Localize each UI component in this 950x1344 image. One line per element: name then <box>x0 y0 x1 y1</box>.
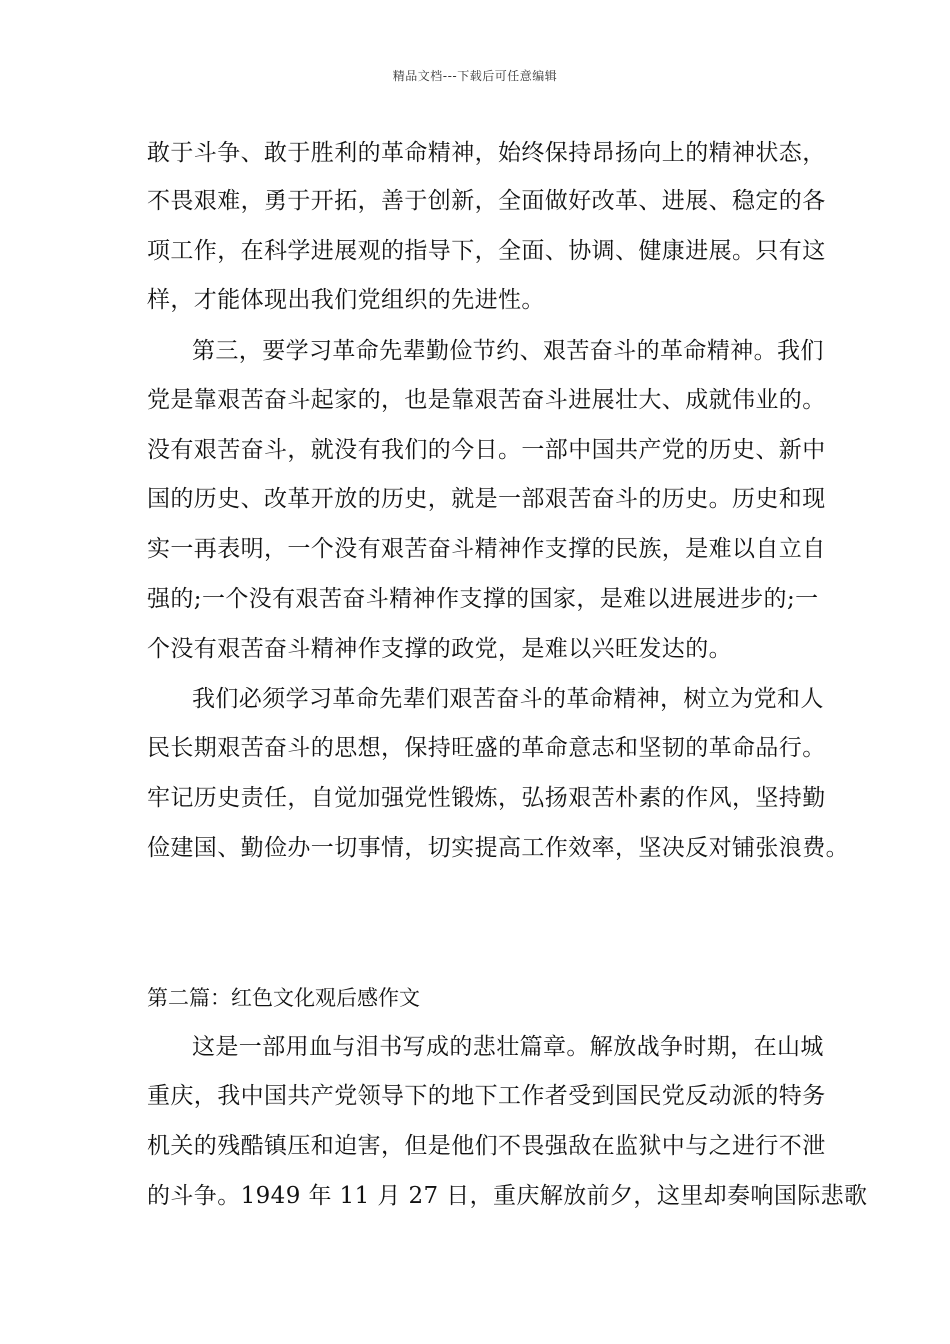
section-title: 第二篇：红色文化观后感作文 <box>147 986 420 1010</box>
paragraph-line: 的斗争。1949 年 11 月 27 日，重庆解放前夕，这里却奏响国际悲歌 <box>147 1183 868 1209</box>
paragraph-line: 强的;一个没有艰苦奋斗精神作支撑的国家，是难以进展进步的;一 <box>147 586 819 612</box>
paragraph-line: 没有艰苦奋斗，就没有我们的今日。一部中国共产党的历史、新中 <box>147 437 826 463</box>
paragraph-line: 俭建国、勤俭办一切事情，切实提高工作效率，坚决反对铺张浪费。 <box>147 835 849 861</box>
paragraph-line: 民长期艰苦奋斗的思想，保持旺盛的革命意志和坚韧的革命品行。 <box>147 735 826 761</box>
paragraph-line: 项工作，在科学进展观的指导下，全面、协调、健康进展。只有这 <box>147 238 826 264</box>
paragraph-line: 不畏艰难，勇于开拓，善于创新，全面做好改革、进展、稳定的各 <box>147 188 826 214</box>
paragraph-line: 这是一部用血与泪书写成的悲壮篇章。解放战争时期，在山城 <box>192 1034 824 1060</box>
paragraph-line: 个没有艰苦奋斗精神作支撑的政党，是难以兴旺发达的。 <box>147 636 732 662</box>
page-header: 精品文档---下载后可任意编辑 <box>392 69 558 83</box>
paragraph-line: 实一再表明，一个没有艰苦奋斗精神作支撑的民族，是难以自立自 <box>147 536 826 562</box>
paragraph-line: 我们必须学习革命先辈们艰苦奋斗的革命精神，树立为党和人 <box>192 686 824 712</box>
paragraph-line: 样，才能体现出我们党组织的先进性。 <box>147 287 545 313</box>
paragraph-line: 国的历史、改革开放的历史，就是一部艰苦奋斗的历史。历史和现 <box>147 486 826 512</box>
paragraph-line: 敢于斗争、敢于胜利的革命精神，始终保持昂扬向上的精神状态， <box>147 140 826 166</box>
paragraph-line: 机关的残酷镇压和迫害，但是他们不畏强敌在监狱中与之进行不泄 <box>147 1133 826 1159</box>
paragraph-line: 第三，要学习革命先辈勤俭节约、艰苦奋斗的革命精神。我们 <box>192 338 824 364</box>
paragraph-line: 重庆，我中国共产党领导下的地下工作者受到国民党反动派的特务 <box>147 1083 826 1109</box>
paragraph-line: 党是靠艰苦奋斗起家的，也是靠艰苦奋斗进展壮大、成就伟业的。 <box>147 387 826 413</box>
paragraph-line: 牢记历史责任，自觉加强党性锻炼，弘扬艰苦朴素的作风，坚持勤 <box>147 785 826 811</box>
